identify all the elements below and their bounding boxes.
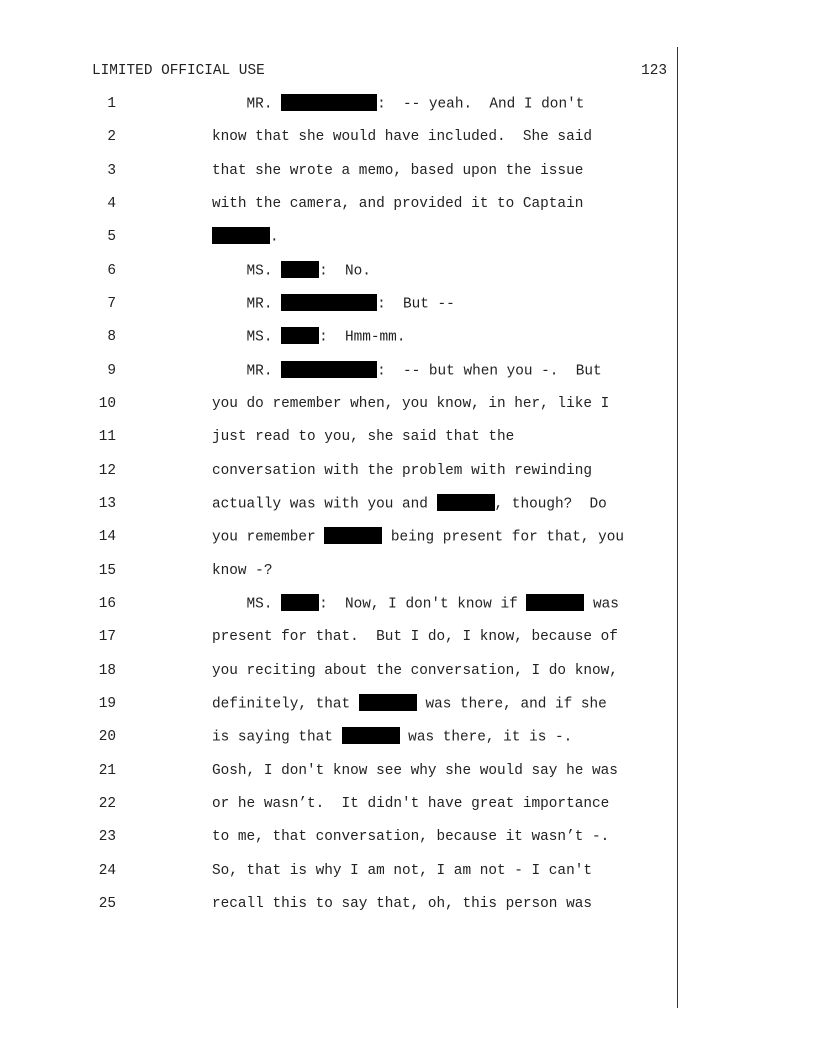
line-text: MR. : -- but when you -. But xyxy=(212,362,602,380)
redaction-block xyxy=(359,694,417,711)
line-number: 8 xyxy=(107,329,116,345)
line-number: 25 xyxy=(98,896,116,912)
line-text: MR. : -- yeah. And I don't xyxy=(212,95,584,113)
line-number: 5 xyxy=(107,229,116,245)
redaction-block xyxy=(281,261,319,278)
line-number: 10 xyxy=(98,396,116,412)
page-number: 123 xyxy=(641,63,667,79)
transcript-line-13 xyxy=(0,495,680,513)
line-text: you do remember when, you know, in her, like I xyxy=(212,396,610,412)
line-number: 1 xyxy=(107,96,116,112)
line-number: 9 xyxy=(107,363,116,379)
transcript-line-15 xyxy=(0,562,680,580)
line-number: 14 xyxy=(98,529,116,545)
redaction-block xyxy=(342,727,400,744)
line-text: . xyxy=(212,228,279,246)
line-text: is saying that was there, it is -. xyxy=(212,728,572,746)
redaction-block xyxy=(526,594,584,611)
line-number: 18 xyxy=(98,663,116,679)
redaction-block xyxy=(281,361,377,378)
line-text: you remember being present for that, you xyxy=(212,528,624,546)
line-text: conversation with the problem with rewinding xyxy=(212,463,592,479)
line-number: 17 xyxy=(98,629,116,645)
transcript-line-18 xyxy=(0,662,680,680)
transcript-line-22 xyxy=(0,795,680,813)
transcript-line-24 xyxy=(0,862,680,880)
line-number: 3 xyxy=(107,163,116,179)
line-number: 4 xyxy=(107,196,116,212)
classification-header: LIMITED OFFICIAL USE xyxy=(92,63,265,79)
transcript-line-8 xyxy=(0,328,680,346)
line-text: just read to you, she said that the xyxy=(212,429,515,445)
line-text: So, that is why I am not, I am not - I can't xyxy=(212,863,592,879)
line-text: that she wrote a memo, based upon the issue xyxy=(212,163,584,179)
line-text: you reciting about the conversation, I do know, xyxy=(212,663,618,679)
transcript-line-14 xyxy=(0,528,680,546)
line-text: actually was with you and , though? Do xyxy=(212,495,607,513)
line-number: 19 xyxy=(98,696,116,712)
transcript-line-1 xyxy=(0,95,680,113)
line-number: 12 xyxy=(98,463,116,479)
line-number: 22 xyxy=(98,796,116,812)
line-text: MS. : Now, I don't know if was xyxy=(212,595,619,613)
line-text: know -? xyxy=(212,563,273,579)
transcript-line-4 xyxy=(0,195,680,213)
redaction-block xyxy=(281,327,319,344)
redaction-block xyxy=(281,594,319,611)
line-number: 15 xyxy=(98,563,116,579)
redaction-block xyxy=(324,527,382,544)
transcript-line-17 xyxy=(0,628,680,646)
transcript-line-11 xyxy=(0,428,680,446)
transcript-line-25 xyxy=(0,895,680,913)
line-text: present for that. But I do, I know, because of xyxy=(212,629,618,645)
line-text: MR. : But -- xyxy=(212,295,455,313)
line-text: definitely, that was there, and if she xyxy=(212,695,607,713)
line-text: to me, that conversation, because it wasn’t -. xyxy=(212,829,610,845)
redaction-block xyxy=(212,227,270,244)
line-number: 24 xyxy=(98,863,116,879)
line-number: 16 xyxy=(98,596,116,612)
redaction-block xyxy=(281,294,377,311)
line-number: 21 xyxy=(98,763,116,779)
line-number: 7 xyxy=(107,296,116,312)
line-text: MS. : No. xyxy=(212,262,371,280)
line-text: MS. : Hmm-mm. xyxy=(212,328,405,346)
transcript-line-10 xyxy=(0,395,680,413)
line-text: or he wasn’t. It didn't have great importance xyxy=(212,796,610,812)
line-number: 2 xyxy=(107,129,116,145)
redaction-block xyxy=(437,494,495,511)
line-text: know that she would have included. She said xyxy=(212,129,592,145)
transcript-line-16 xyxy=(0,595,680,613)
transcript-line-7 xyxy=(0,295,680,313)
transcript-line-21 xyxy=(0,762,680,780)
line-number: 6 xyxy=(107,263,116,279)
line-text: recall this to say that, oh, this person was xyxy=(212,896,592,912)
redaction-block xyxy=(281,94,377,111)
line-text: with the camera, and provided it to Captain xyxy=(212,196,584,212)
line-number: 11 xyxy=(98,429,116,445)
transcript-line-19 xyxy=(0,695,680,713)
transcript-line-23 xyxy=(0,828,680,846)
line-number: 23 xyxy=(98,829,116,845)
transcript-line-2 xyxy=(0,128,680,146)
transcript-line-9 xyxy=(0,362,680,380)
transcript-line-6 xyxy=(0,262,680,280)
line-text: Gosh, I don't know see why she would say he was xyxy=(212,763,618,779)
transcript-line-20 xyxy=(0,728,680,746)
line-number: 20 xyxy=(98,729,116,745)
transcript-line-3 xyxy=(0,162,680,180)
transcript-line-12 xyxy=(0,462,680,480)
line-number: 13 xyxy=(98,496,116,512)
transcript-line-5 xyxy=(0,228,680,246)
